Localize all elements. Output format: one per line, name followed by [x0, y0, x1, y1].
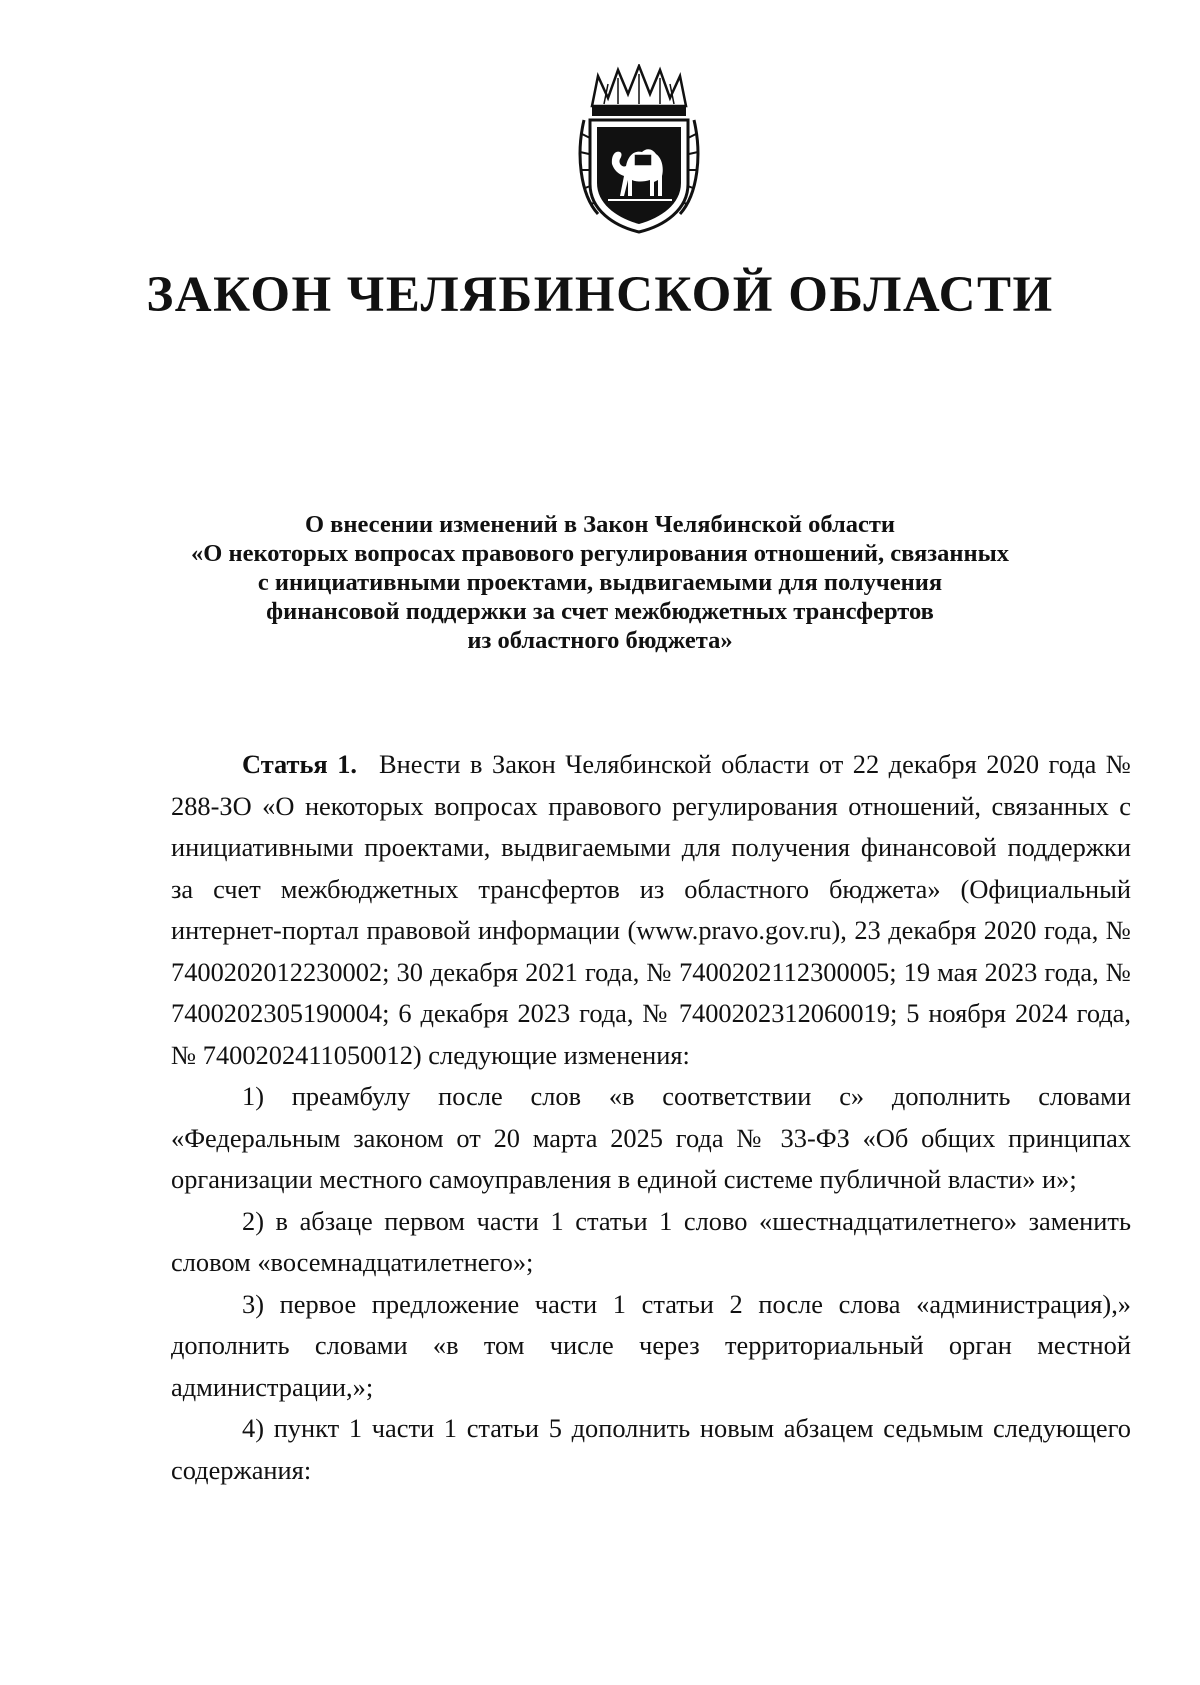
- amendment-item-2: 2) в абзаце первом части 1 статьи 1 слово «шестнадцатилетнего» заменить словом «восемнадцатилетнего»;: [171, 1205, 1131, 1277]
- subject-line: с инициативными проектами, выдвигаемыми для получения: [257, 569, 943, 596]
- subject-line: «О некоторых вопросах правового регулирования отношений, связанных: [191, 540, 1009, 567]
- amendment-item-3: 3) первое предложение части 1 статьи 2 после слова «администрация),» дополнить словами «в том числе через территориальный орган местной администрации,»;: [171, 1288, 1131, 1402]
- page-title: ЗАКОН ЧЕЛЯБИНСКОЙ ОБЛАСТИ: [146, 267, 1054, 323]
- chelyabinsk-coat-of-arms-icon: [578, 64, 700, 234]
- article-1: [171, 744, 1131, 1491]
- subject-line: финансовой поддержки за счет межбюджетных трансфертов: [266, 598, 934, 625]
- amendment-item-1: 1) преамбулу после слов «в соответствии с» дополнить словами «Федеральным законом от 20 марта 2025 года № 33-ФЗ «Об общих принципах организации местного самоуправления в единой системе публичной власти» и»;: [171, 1081, 1131, 1194]
- subject-line: из областного бюджета»: [467, 627, 733, 654]
- article-intro-text: Внести в Закон Челябинской области от 22 декабря 2020 года № 288-ЗО «О некоторых вопросах правового регулирования отношений, связанных с инициативными проектами, выдвигаемыми для получения финансовой поддержки за счет межбюджетных трансфертов из областного бюджета» (Официальный интернет-портал правовой информации (www.pravo.gov.ru), 23 декабря 2020 года, № 7400202012230002; 30 декабря 2021 года, № 7400202112300005; 19 мая 2023 года, № 7400202305190004; 6 декабря 2023 года, № 7400202312060019; 5 ноября 2024 года, № 7400202411050012) следующие изменения:: [171, 749, 1131, 1070]
- amendment-item-4: 4) пункт 1 части 1 статьи 5 дополнить новым абзацем седьмым следующего содержания:: [171, 1413, 1131, 1485]
- document-subject: [150, 510, 1050, 655]
- article-1-intro-paragraph: [171, 744, 1131, 1076]
- article-heading: Статья 1.: [242, 749, 358, 779]
- subject-line: О внесении изменений в Закон Челябинской области: [304, 511, 896, 538]
